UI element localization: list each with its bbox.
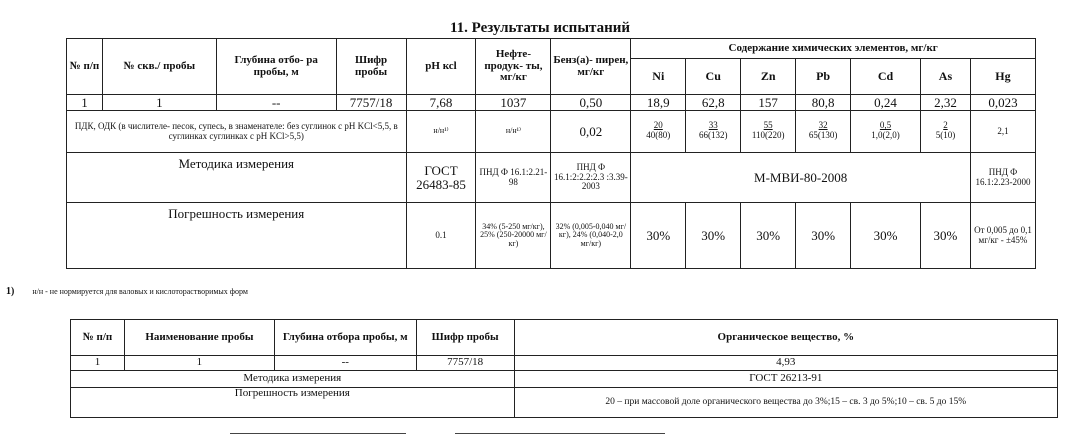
error-oil: 34% (5-250 мг/кг), 25% (250-20000 мг/кг): [476, 203, 551, 269]
header-depth: Глубина отбо- ра пробы, м: [216, 39, 336, 95]
cell-element: 0,24: [851, 95, 921, 111]
method-row: [67, 153, 1036, 203]
pdk-element: [920, 111, 970, 153]
error-label: Погрешность измерения: [67, 203, 407, 269]
cell-element: 0,023: [970, 95, 1035, 111]
header-element: Ni: [631, 59, 686, 95]
pdk-numerator: 0,5: [879, 120, 892, 131]
header-organic: Органическое вещество, %: [514, 320, 1057, 356]
pdk-denominator: 66(132): [698, 130, 728, 141]
pdk-label: ПДК, ОДК (в числителе- песок, супесь, в знаменателе: без суглинок с pH KCl<5,5, в суглинках суглинках с pH KCl>5,5): [67, 111, 407, 153]
pdk-denominator: 110(220): [751, 130, 785, 141]
cell-element: 80,8: [796, 95, 851, 111]
pdk-element: [741, 111, 796, 153]
error-row: [71, 388, 1058, 418]
header-name: Наименование пробы: [124, 320, 274, 356]
pdk-element: [851, 111, 921, 153]
pdk-oil: н/н¹⁾: [476, 111, 551, 153]
cell-oil: 1037: [476, 95, 551, 111]
method-benzpyrene: ПНД Ф 16.1:2:2.2:2.3 :3.39-2003: [551, 153, 631, 203]
pdk-numerator: 2: [943, 120, 948, 131]
cell-code: 7757/18: [336, 95, 406, 111]
pdk-denominator: 1,0(2,0): [871, 130, 900, 141]
pdk-element: [631, 111, 686, 153]
method-label: Методика измерения: [67, 153, 407, 203]
cell-benzpyrene: 0,50: [551, 95, 631, 111]
pdk-ph: н/н¹⁾: [406, 111, 476, 153]
error-element: 30%: [686, 203, 741, 269]
cell-sample: 1: [102, 95, 216, 111]
method-value: ГОСТ 26213-91: [514, 371, 1057, 388]
pdk-numerator: 32: [818, 120, 828, 131]
error-value: 20 – при массовой доле органического вещества до 3%;15 – св. 3 до 5%;10 – св. 5 до 15%: [514, 388, 1057, 418]
header-element: Cd: [851, 59, 921, 95]
pdk-element: [686, 111, 741, 153]
header-element: Cu: [686, 59, 741, 95]
header-code: Шифр пробы: [416, 320, 514, 356]
pdk-numerator: 33: [708, 120, 718, 131]
cell-element: 157: [741, 95, 796, 111]
pdk-denominator: 5(10): [935, 130, 956, 141]
error-element: 30%: [796, 203, 851, 269]
cell-ph: 7,68: [406, 95, 476, 111]
header-sample: № скв./ пробы: [102, 39, 216, 95]
error-hg: От 0,005 до 0,1 мг/кг - ±45%: [970, 203, 1035, 269]
cell-num: 1: [67, 95, 103, 111]
pdk-numerator: 20: [653, 120, 663, 131]
pdk-benzpyrene: 0,02: [551, 111, 631, 153]
error-element: 30%: [920, 203, 970, 269]
header-ph: pH ксl: [406, 39, 476, 95]
header-code: Шифр пробы: [336, 39, 406, 95]
method-oil: ПНД Ф 16.1:2.21-98: [476, 153, 551, 203]
method-metals: М-МВИ-80-2008: [631, 153, 971, 203]
cell-organic: 4,93: [514, 356, 1057, 371]
footnote: [6, 286, 248, 297]
method-row: [71, 371, 1058, 388]
header-num: № п/п: [71, 320, 125, 356]
header-num: № п/п: [67, 39, 103, 95]
error-element: 30%: [631, 203, 686, 269]
method-ph: ГОСТ 26483-85: [406, 153, 476, 203]
pdk-denominator: 40(80): [646, 130, 671, 141]
error-label: Погрешность измерения: [71, 388, 515, 418]
cell-element: 2,32: [920, 95, 970, 111]
cell-num: 1: [71, 356, 125, 371]
pdk-denominator: 65(130): [808, 130, 838, 141]
table-row: [67, 95, 1036, 111]
organic-table: [70, 319, 1058, 418]
scan-line: [230, 433, 406, 434]
results-table: [66, 38, 1036, 269]
footnote-text: н/н - не нормируется для валовых и кислоторастворимых форм: [32, 287, 248, 296]
error-row: [67, 203, 1036, 269]
cell-element: 18,9: [631, 95, 686, 111]
header-element: As: [920, 59, 970, 95]
pdk-hg: 2,1: [970, 111, 1035, 153]
header-oil: Нефте- продук- ты, мг/кг: [476, 39, 551, 95]
cell-name: 1: [124, 356, 274, 371]
pdk-numerator: 55: [763, 120, 773, 131]
cell-element: 62,8: [686, 95, 741, 111]
header-element: Pb: [796, 59, 851, 95]
cell-depth: --: [274, 356, 416, 371]
header-benzpyrene: Бенз(а)- пирен, мг/кг: [551, 39, 631, 95]
footnote-mark: 1): [6, 286, 15, 297]
error-element: 30%: [741, 203, 796, 269]
error-element: 30%: [851, 203, 921, 269]
cell-depth: --: [216, 95, 336, 111]
page-title: 11. Результаты испытаний: [449, 20, 631, 36]
pdk-row: [67, 111, 1036, 153]
header-chem-elements: Содержание химических элементов, мг/кг: [631, 39, 1036, 59]
header-element: Zn: [741, 59, 796, 95]
table-row: [71, 356, 1058, 371]
header-depth: Глубина отбора пробы, м: [274, 320, 416, 356]
error-benzpyrene: 32% (0,005-0,040 мг/кг), 24% (0,040-2,0 мг/кг): [551, 203, 631, 269]
method-hg: ПНД Ф 16.1:2.23-2000: [970, 153, 1035, 203]
header-element: Hg: [970, 59, 1035, 95]
method-label: Методика измерения: [71, 371, 515, 388]
scan-line: [455, 433, 665, 434]
cell-code: 7757/18: [416, 356, 514, 371]
pdk-element: [796, 111, 851, 153]
error-ph: 0.1: [406, 203, 476, 269]
